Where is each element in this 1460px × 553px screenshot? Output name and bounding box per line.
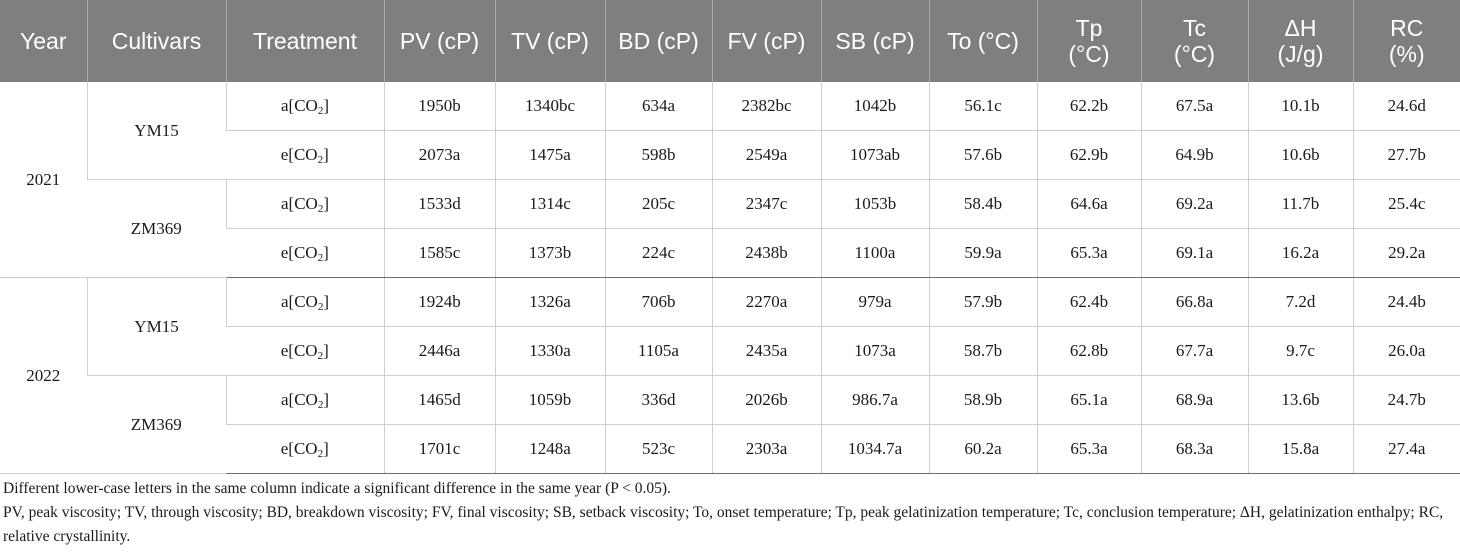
column-header: To (°C) <box>929 0 1037 82</box>
value-cell: 1950b <box>384 82 495 131</box>
treatment-prefix: a[CO <box>281 390 318 409</box>
treatment-suffix: ] <box>323 390 329 409</box>
treatment-cell <box>226 376 384 425</box>
value-cell: 2435a <box>712 327 821 376</box>
treatment-subscript: 2 <box>317 399 324 411</box>
value-cell: 66.8a <box>1141 278 1248 327</box>
value-cell: 1924b <box>384 278 495 327</box>
treatment-subscript: 2 <box>317 252 324 264</box>
treatment-subscript: 2 <box>317 448 324 460</box>
value-cell: 979a <box>821 278 929 327</box>
value-cell: 598b <box>605 131 712 180</box>
value-cell: 65.1a <box>1037 376 1141 425</box>
treatment-suffix: ] <box>323 145 329 164</box>
column-header-line: RC <box>1390 15 1424 41</box>
value-cell: 10.1b <box>1248 82 1353 131</box>
column-header: Year <box>0 0 87 82</box>
value-cell: 11.7b <box>1248 180 1353 229</box>
treatment-prefix: e[CO <box>280 145 318 164</box>
value-cell: 1100a <box>821 229 929 278</box>
value-cell: 1533d <box>384 180 495 229</box>
value-cell: 25.4c <box>1353 180 1460 229</box>
value-cell: 2026b <box>712 376 821 425</box>
value-cell: 13.6b <box>1248 376 1353 425</box>
value-cell: 1475a <box>495 131 605 180</box>
value-cell: 1701c <box>384 425 495 474</box>
value-cell: 1105a <box>605 327 712 376</box>
value-cell: 1585c <box>384 229 495 278</box>
value-cell: 1373b <box>495 229 605 278</box>
value-cell: 2347c <box>712 180 821 229</box>
value-cell: 224c <box>605 229 712 278</box>
value-cell: 64.6a <box>1037 180 1141 229</box>
treatment-cell <box>226 180 384 229</box>
treatment-suffix: ] <box>323 439 329 458</box>
treatment-prefix: e[CO <box>280 341 318 360</box>
treatment-suffix: ] <box>323 194 329 213</box>
column-header <box>1141 0 1248 82</box>
treatment-cell <box>226 82 384 131</box>
value-cell: 10.6b <box>1248 131 1353 180</box>
table-row <box>0 82 1460 131</box>
year-cell: 2021 <box>0 82 87 278</box>
value-cell: 69.1a <box>1141 229 1248 278</box>
value-cell: 65.3a <box>1037 229 1141 278</box>
column-header: SB (cP) <box>821 0 929 82</box>
value-cell: 2303a <box>712 425 821 474</box>
value-cell: 27.7b <box>1353 131 1460 180</box>
value-cell: 15.8a <box>1248 425 1353 474</box>
treatment-suffix: ] <box>323 341 329 360</box>
value-cell: 1073a <box>821 327 929 376</box>
value-cell: 58.9b <box>929 376 1037 425</box>
value-cell: 58.4b <box>929 180 1037 229</box>
column-header: PV (cP) <box>384 0 495 82</box>
column-header-line: (°C) <box>1173 41 1216 67</box>
treatment-cell <box>226 131 384 180</box>
column-header-line: (°C) <box>1068 41 1110 67</box>
value-cell: 27.4a <box>1353 425 1460 474</box>
treatment-suffix: ] <box>323 243 329 262</box>
column-header <box>1353 0 1460 82</box>
value-cell: 1042b <box>821 82 929 131</box>
column-header: Cultivars <box>87 0 226 82</box>
value-cell: 2438b <box>712 229 821 278</box>
value-cell: 16.2a <box>1248 229 1353 278</box>
treatment-cell <box>226 229 384 278</box>
table-row <box>0 180 1460 229</box>
table-header <box>0 0 1460 82</box>
value-cell: 62.4b <box>1037 278 1141 327</box>
value-cell: 1248a <box>495 425 605 474</box>
column-header: TV (cP) <box>495 0 605 82</box>
cultivar-cell: YM15 <box>87 82 226 180</box>
value-cell: 634a <box>605 82 712 131</box>
value-cell: 69.2a <box>1141 180 1248 229</box>
treatment-prefix: e[CO <box>280 243 318 262</box>
table-body <box>0 82 1460 474</box>
value-cell: 59.9a <box>929 229 1037 278</box>
year-cell: 2022 <box>0 278 87 474</box>
column-header-line: Tp <box>1075 15 1103 41</box>
footnote-abbreviations: PV, peak viscosity; TV, through viscosity; BD, breakdown viscosity; FV, final viscosity; SB, setback viscosity; To, onset temperature; Tp, peak gelatinization temperature; Tc, conclusion temperature; ΔH, gelatinization enthalpy; RC, relative crystallinity. <box>3 504 1444 545</box>
table-row <box>0 278 1460 327</box>
column-header: BD (cP) <box>605 0 712 82</box>
value-cell: 58.7b <box>929 327 1037 376</box>
value-cell: 24.6d <box>1353 82 1460 131</box>
value-cell: 1053b <box>821 180 929 229</box>
value-cell: 62.2b <box>1037 82 1141 131</box>
value-cell: 9.7c <box>1248 327 1353 376</box>
value-cell: 1034.7a <box>821 425 929 474</box>
treatment-subscript: 2 <box>317 301 324 313</box>
value-cell: 62.8b <box>1037 327 1141 376</box>
value-cell: 7.2d <box>1248 278 1353 327</box>
treatment-prefix: a[CO <box>281 194 318 213</box>
column-header-line: ΔH <box>1284 15 1317 41</box>
treatment-subscript: 2 <box>317 350 324 362</box>
column-header: FV (cP) <box>712 0 821 82</box>
cultivar-cell: ZM369 <box>87 376 226 474</box>
value-cell: 24.7b <box>1353 376 1460 425</box>
value-cell: 65.3a <box>1037 425 1141 474</box>
value-cell: 1330a <box>495 327 605 376</box>
value-cell: 336d <box>605 376 712 425</box>
treatment-suffix: ] <box>323 96 329 115</box>
value-cell: 1314c <box>495 180 605 229</box>
value-cell: 2270a <box>712 278 821 327</box>
treatment-cell <box>226 327 384 376</box>
value-cell: 60.2a <box>929 425 1037 474</box>
value-cell: 1073ab <box>821 131 929 180</box>
value-cell: 706b <box>605 278 712 327</box>
value-cell: 523c <box>605 425 712 474</box>
column-header-line: (J/g) <box>1277 41 1324 67</box>
cultivar-cell: YM15 <box>87 278 226 376</box>
treatment-subscript: 2 <box>317 105 324 117</box>
value-cell: 26.0a <box>1353 327 1460 376</box>
treatment-cell <box>226 278 384 327</box>
column-header-line: Tc <box>1183 15 1206 41</box>
value-cell: 2073a <box>384 131 495 180</box>
footnote-significance: Different lower-case letters in the same column indicate a significant difference in the same year (P < 0.05). <box>3 480 671 497</box>
header-row <box>0 0 1460 82</box>
value-cell: 64.9b <box>1141 131 1248 180</box>
value-cell: 62.9b <box>1037 131 1141 180</box>
value-cell: 986.7a <box>821 376 929 425</box>
value-cell: 24.4b <box>1353 278 1460 327</box>
value-cell: 205c <box>605 180 712 229</box>
table-row <box>0 376 1460 425</box>
value-cell: 1059b <box>495 376 605 425</box>
value-cell: 2382bc <box>712 82 821 131</box>
value-cell: 67.7a <box>1141 327 1248 376</box>
column-header <box>1037 0 1141 82</box>
cultivar-cell: ZM369 <box>87 180 226 278</box>
value-cell: 29.2a <box>1353 229 1460 278</box>
value-cell: 67.5a <box>1141 82 1248 131</box>
treatment-prefix: e[CO <box>280 439 318 458</box>
treatment-prefix: a[CO <box>281 292 318 311</box>
value-cell: 2549a <box>712 131 821 180</box>
treatment-subscript: 2 <box>317 154 324 166</box>
treatment-cell <box>226 425 384 474</box>
treatment-prefix: a[CO <box>281 96 318 115</box>
column-header: Treatment <box>226 0 384 82</box>
column-header-line: (%) <box>1388 41 1425 67</box>
value-cell: 1340bc <box>495 82 605 131</box>
table-footnotes <box>0 474 1460 549</box>
treatment-suffix: ] <box>323 292 329 311</box>
value-cell: 57.9b <box>929 278 1037 327</box>
value-cell: 57.6b <box>929 131 1037 180</box>
value-cell: 68.9a <box>1141 376 1248 425</box>
treatment-subscript: 2 <box>317 203 324 215</box>
value-cell: 1465d <box>384 376 495 425</box>
column-header <box>1248 0 1353 82</box>
value-cell: 56.1c <box>929 82 1037 131</box>
value-cell: 68.3a <box>1141 425 1248 474</box>
value-cell: 2446a <box>384 327 495 376</box>
value-cell: 1326a <box>495 278 605 327</box>
